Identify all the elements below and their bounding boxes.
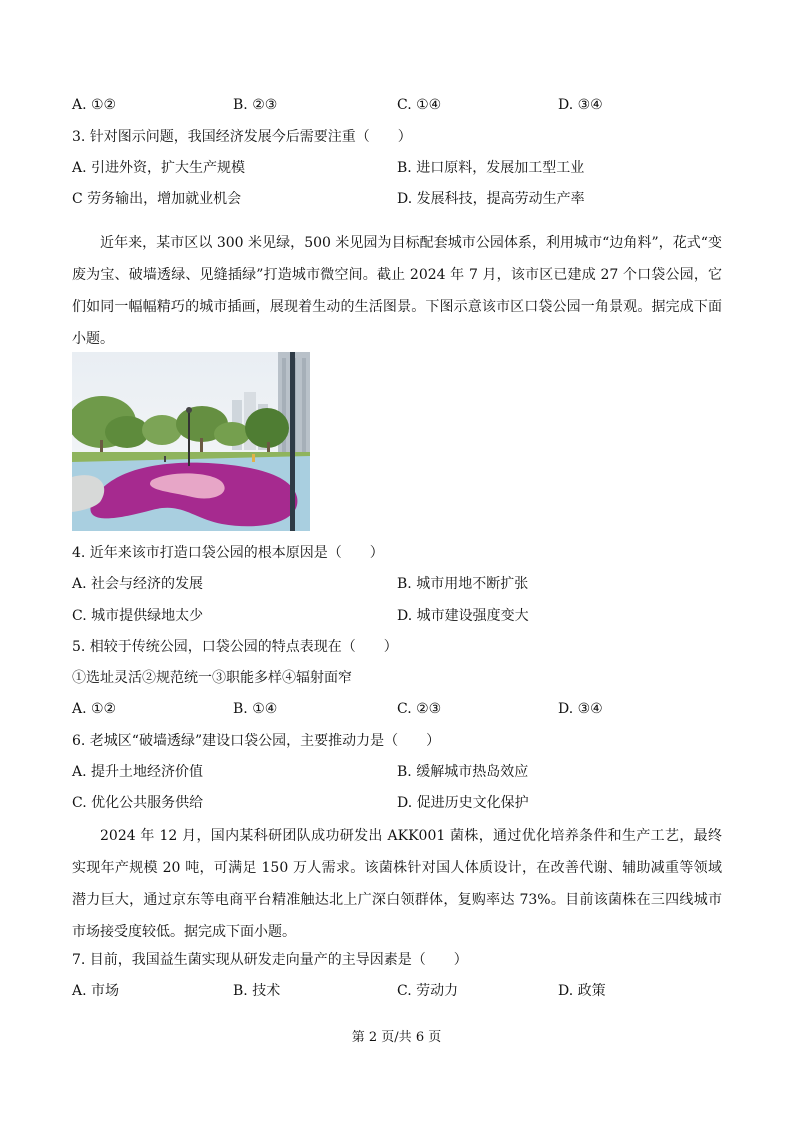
q2-option-a: A. ①② — [72, 97, 117, 113]
q6-option-c: C. 优化公共服务供给 — [72, 795, 204, 811]
q6-option-a: A. 提升土地经济价值 — [72, 764, 204, 780]
q3-option-b: B. 进口原料，发展加工型工业 — [397, 160, 585, 176]
q3-option-a: A. 引进外资，扩大生产规模 — [72, 160, 246, 176]
q7-stem: 7. 目前，我国益生菌实现从研发走向量产的主导因素是（ ） — [72, 952, 468, 968]
q6-option-d: D. 促进历史文化保护 — [397, 795, 529, 811]
pocket-park-photo — [72, 352, 310, 531]
passage-pocket-park-text: 近年来，某市区以 300 米见绿，500 米见园为目标配套城市公园体系，利用城市“边角料”，花式“变废为宝、破墙透绿、见缝插绿”打造城市微空间。截止 2024 年 7 月，该市区已建成 27 个口袋公园，它们如同一幅幅精巧的城市插画，展现着生动的生活图景。下图示意该市区口袋公园一角景观。据完成下面小题。 — [72, 235, 722, 347]
q6-stem: 6. 老城区“破墙透绿”建设口袋公园，主要推动力是（ ） — [72, 733, 441, 749]
q4-stem: 4. 近年来该市打造口袋公园的根本原因是（ ） — [72, 545, 384, 561]
q3-option-c: C 劳务输出，增加就业机会 — [72, 191, 242, 207]
q7-option-c: C. 劳动力 — [397, 983, 459, 999]
q2-option-d: D. ③④ — [558, 97, 603, 113]
q3-option-d: D. 发展科技，提高劳动生产率 — [397, 191, 585, 207]
q2-option-b: B. ②③ — [233, 97, 278, 113]
q5-items: ①选址灵活②规范统一③职能多样④辐射面窄 — [72, 670, 352, 686]
page-number: 第 2 页/共 6 页 — [351, 1030, 442, 1045]
q5-option-a: A. ①② — [72, 701, 117, 717]
q5-option-b: B. ①④ — [233, 701, 278, 717]
pocket-park-illustration — [72, 352, 310, 531]
q4-option-d: D. 城市建设强度变大 — [397, 608, 529, 624]
q5-stem: 5. 相较于传统公园，口袋公园的特点表现在（ ） — [72, 639, 398, 655]
q4-option-c: C. 城市提供绿地太少 — [72, 608, 204, 624]
q7-option-b: B. 技术 — [233, 983, 281, 999]
passage-probiotic-text: 2024 年 12 月，国内某科研团队成功研发出 AKK001 菌株，通过优化培养条件和生产工艺，最终实现年产规模 20 吨，可满足 150 万人需求。该菌株针对国人体质设计，在改善代谢、辅助减重等领域潜力巨大，通过京东等电商平台精准触达北上广深白领群体，复购率达 73%。目前该菌株在三四线城市市场接受度较低。据完成下面小题。 — [72, 828, 722, 940]
q4-option-b: B. 城市用地不断扩张 — [397, 576, 529, 592]
q7-option-d: D. 政策 — [558, 983, 606, 999]
q5-option-d: D. ③④ — [558, 701, 603, 717]
passage-pocket-park — [72, 227, 722, 355]
q7-option-a: A. 市场 — [72, 983, 120, 999]
q6-option-b: B. 缓解城市热岛效应 — [397, 764, 529, 780]
passage-probiotic — [72, 820, 722, 948]
q2-option-c: C. ①④ — [397, 97, 442, 113]
q3-stem: 3. 针对图示问题，我国经济发展今后需要注重（ ） — [72, 129, 412, 145]
q5-option-c: C. ②③ — [397, 701, 442, 717]
q4-option-a: A. 社会与经济的发展 — [72, 576, 204, 592]
